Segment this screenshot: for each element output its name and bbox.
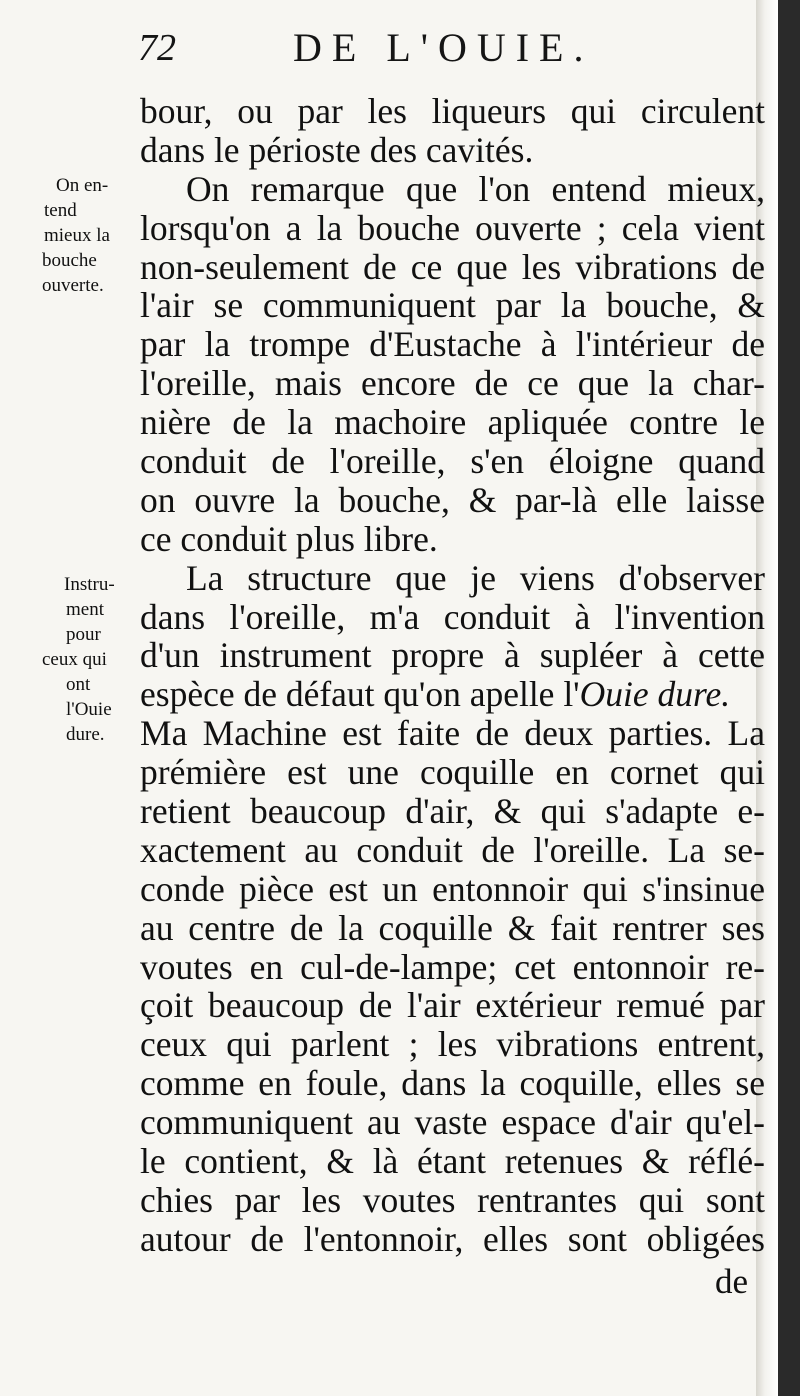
text-line: on ouvre la bouche, & par-là elle laisse (140, 479, 765, 520)
text-line: dans l'oreille, m'a conduit à l'invention (140, 596, 765, 637)
text-line: conduit de l'oreille, s'en éloigne quand (140, 441, 765, 482)
margin-note-line: ceux qui (42, 649, 107, 670)
text-line: nière de la machoire apliquée contre le (140, 402, 765, 443)
text-line: conde pièce est un entonnoir qui s'insinue (140, 868, 765, 909)
margin-note-line: pour (66, 624, 101, 645)
margin-note-bouche-ouverte (36, 173, 141, 298)
margin-note-line: mieux la (44, 225, 110, 246)
text-line: chies par les voutes rentrantes qui sont (140, 1179, 765, 1220)
text-line: ceux qui parlent ; les vibrations entrent, (140, 1024, 765, 1065)
text-line: lorsqu'on a la bouche ouverte ; cela vient (140, 207, 765, 248)
text-line: autour de l'entonnoir, elles sont obligées (140, 1218, 765, 1259)
text-line: non-seulement de ce que les vibrations de (140, 246, 765, 287)
page-number: 72 (138, 27, 176, 69)
margin-note-line: ment (66, 599, 104, 620)
text-line: ce conduit plus libre. (140, 518, 438, 559)
margin-note-line: bouche (42, 250, 97, 271)
page-header (138, 24, 758, 84)
text-line: çoit beaucoup de l'air extérieur remué par (140, 985, 765, 1026)
text-line: d'un instrument propre à supléer à cette (140, 635, 765, 676)
text-line (140, 675, 765, 714)
text-line: prémière est une coquille en cornet qui (140, 752, 765, 793)
text-line: xactement au conduit de l'oreille. La se- (140, 829, 765, 870)
body-text (140, 92, 765, 1259)
margin-note-line: ouverte. (42, 275, 104, 296)
text-line: l'air se communiquent par la bouche, & (140, 285, 765, 326)
text-line: par la trompe d'Eustache à l'intérieur de (140, 324, 765, 365)
text-line: La structure que je viens d'observer (186, 557, 765, 598)
text-line: le contient, & là étant retenues & réflé- (140, 1141, 765, 1182)
text-line: bour, ou par les liqueurs qui circulent (140, 91, 765, 131)
margin-note-line: Instru- (64, 574, 115, 595)
margin-note-line: ont (66, 674, 91, 695)
text-line: Ma Machine est faite de deux parties. La (140, 713, 765, 754)
text-line: communiquent au vaste espace d'air qu'el- (140, 1102, 765, 1143)
running-title: DE L'OUIE. (293, 25, 594, 70)
text-line: voutes en cul-de-lampe; cet entonnoir re- (140, 946, 765, 987)
margin-note-line: dure. (66, 724, 105, 745)
margin-note-line: tend (44, 200, 77, 221)
italic-term: Ouie dure. (579, 674, 731, 715)
catchword: de (715, 1262, 749, 1301)
text-line: On remarque que l'on entend mieux, (186, 168, 765, 209)
text-line: retient beaucoup d'air, & qui s'adapte e- (140, 791, 765, 832)
margin-note-line: On en- (56, 175, 109, 196)
margin-note-line: l'Ouie (66, 699, 112, 720)
text-line-start: espèce de défaut qu'on apelle l' (140, 674, 580, 715)
text-line: dans le périoste des cavités. (140, 129, 534, 170)
text-line: au centre de la coquille & fait rentrer ses (140, 907, 765, 948)
text-line: comme en foule, dans la coquille, elles se (140, 1063, 765, 1104)
text-line: l'oreille, mais encore de ce que la char- (140, 363, 765, 404)
margin-note-instrument (36, 572, 141, 747)
